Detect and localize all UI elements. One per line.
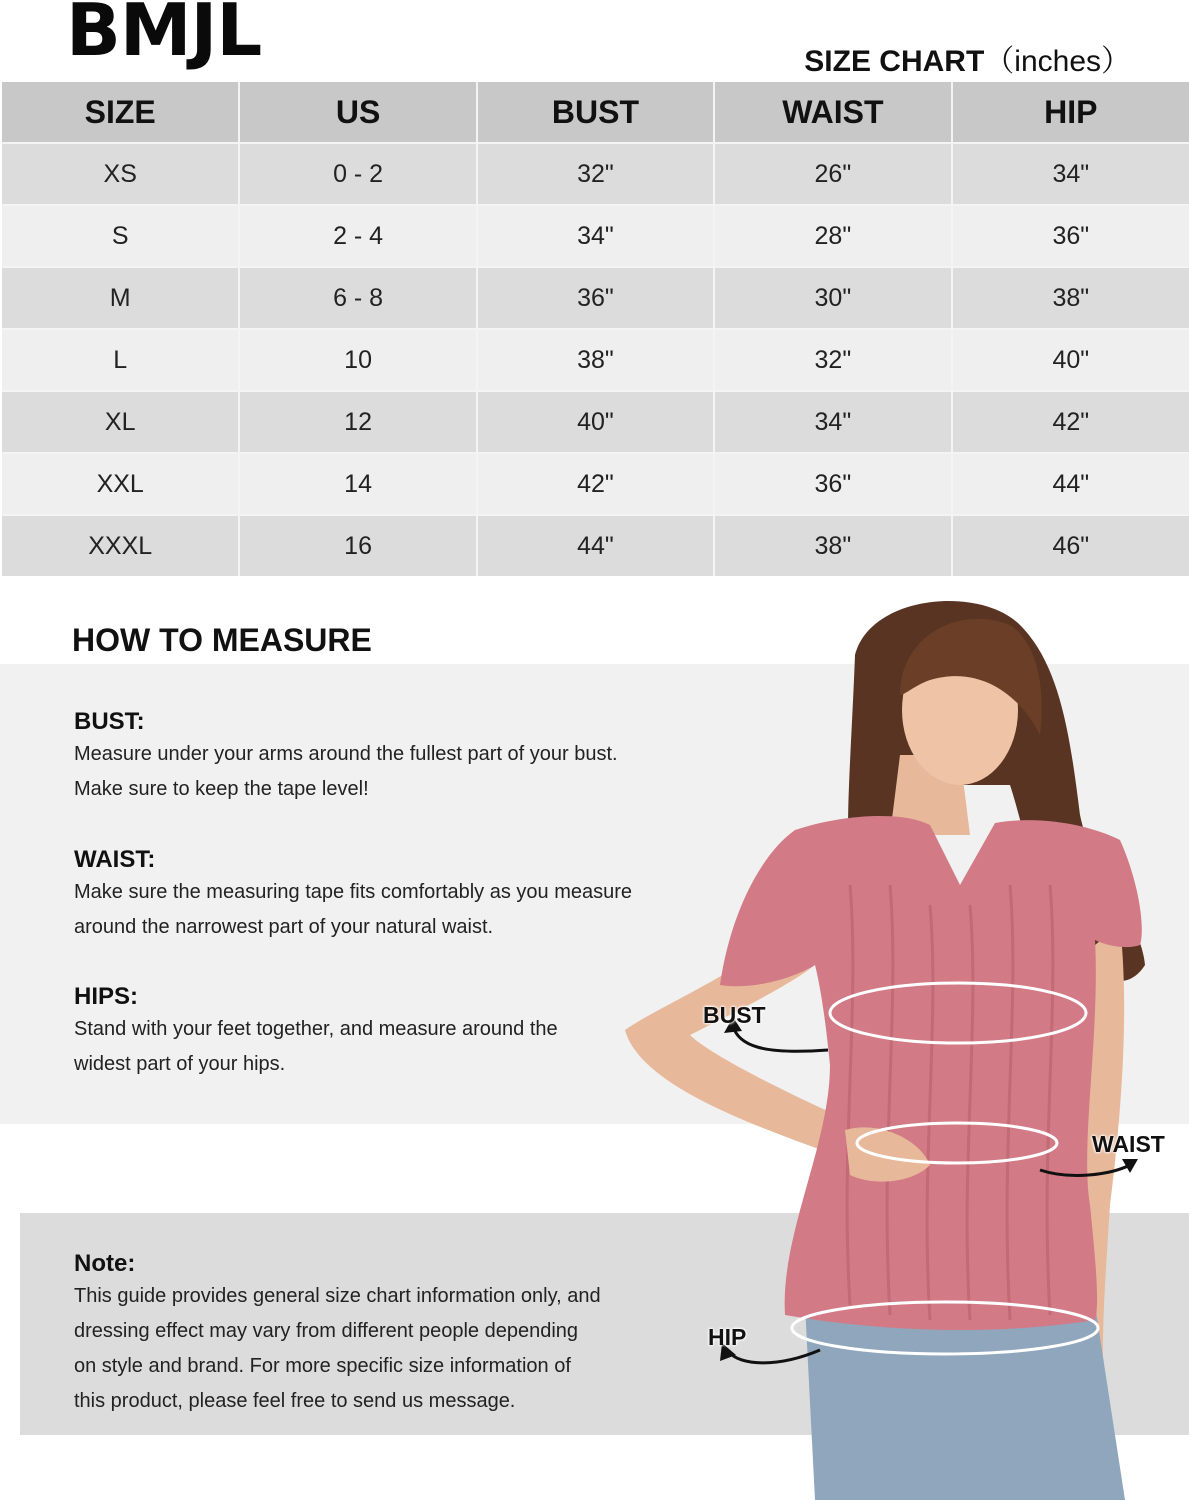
waist-heading: WAIST: [74,846,156,873]
table-cell: 40" [952,329,1189,391]
table-cell: 46" [952,515,1189,576]
table-cell: 34" [477,205,714,267]
table-cell: 36" [714,453,951,515]
table-cell: M [2,267,239,329]
jeans-shape [805,1305,1125,1500]
table-cell: 26" [714,143,951,205]
table-cell: 32" [477,143,714,205]
table-cell: 38" [952,267,1189,329]
table-row [2,515,1189,576]
size-chart-label: SIZE CHART [804,45,985,78]
table-cell: 38" [477,329,714,391]
column-header: HIP [952,82,1189,143]
table-cell: XL [2,391,239,453]
column-header: SIZE [2,82,239,143]
model-illustration [600,585,1189,1500]
table-cell: 2 - 4 [239,205,476,267]
table-cell: 10 [239,329,476,391]
bust-text: Measure under your arms around the fullest part of your bust. Make sure to keep the tape level! [74,743,618,800]
column-header: BUST [477,82,714,143]
table-cell: 14 [239,453,476,515]
table-cell: 44" [477,515,714,576]
table-cell: 12 [239,391,476,453]
bust-arrow [733,1027,828,1051]
hips-heading: HIPS: [74,983,139,1010]
table-cell: 0 - 2 [239,143,476,205]
bust-label: BUST [703,1002,766,1028]
table-cell: 38" [714,515,951,576]
waist-text: Make sure the measuring tape fits comfortably as you measure around the narrowest part of your natural waist. [74,881,633,938]
hips-text: Stand with your feet together, and measure around the widest part of your hips. [74,1018,558,1075]
table-cell: 34" [952,143,1189,205]
brand-logo: BMJL [66,0,262,72]
table-cell: 36" [952,205,1189,267]
table-cell: XS [2,143,239,205]
table-row [2,143,1189,205]
table-row [2,205,1189,267]
size-table-header-row [2,82,1189,143]
table-cell: 40" [477,391,714,453]
table-cell: 30" [714,267,951,329]
note-text: This guide provides general size chart information only, and dressing effect may vary from different people depending on style and brand. For more specific size information of this product, please feel free to send us message. [74,1285,601,1412]
table-row [2,391,1189,453]
table-cell: 42" [952,391,1189,453]
table-cell: 16 [239,515,476,576]
size-table [2,82,1189,576]
table-cell: 28" [714,205,951,267]
table-cell: L [2,329,239,391]
size-table-body [2,143,1189,576]
table-cell: 34" [714,391,951,453]
table-cell: XXL [2,453,239,515]
table-cell: 32" [714,329,951,391]
table-cell: 36" [477,267,714,329]
bust-heading: BUST: [74,708,145,735]
size-chart-title [804,36,1131,80]
table-cell: S [2,205,239,267]
table-cell: 42" [477,453,714,515]
table-cell: 6 - 8 [239,267,476,329]
size-chart-unit: （inches） [984,45,1131,78]
column-header: WAIST [714,82,951,143]
table-row [2,453,1189,515]
table-row [2,267,1189,329]
column-header: US [239,82,476,143]
table-row [2,329,1189,391]
hip-label: HIP [708,1324,747,1350]
waist-label: WAIST [1092,1131,1165,1157]
table-cell: 44" [952,453,1189,515]
hip-arrow [728,1350,820,1363]
table-cell: XXXL [2,515,239,576]
how-to-measure-title: HOW TO MEASURE [72,622,372,658]
note-heading: Note: [74,1250,136,1277]
